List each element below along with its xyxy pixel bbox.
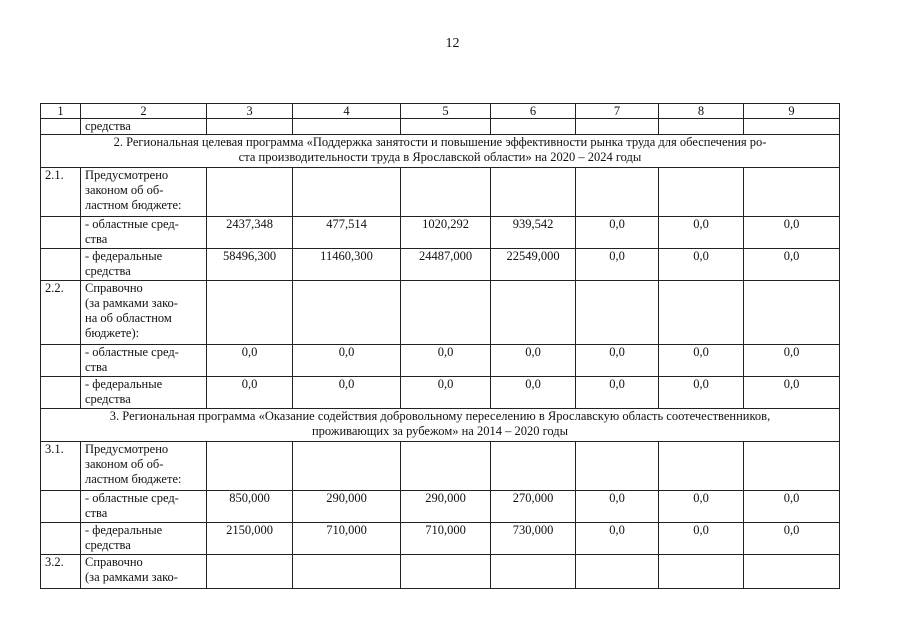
row-number: 2.2. [41, 281, 81, 345]
column-header: 5 [401, 104, 491, 119]
value-cell: 0,0 [576, 345, 659, 377]
label-line: - федеральные [85, 523, 163, 537]
label-line: - областные сред- [85, 217, 179, 231]
column-header-row [41, 104, 840, 119]
label-line: - областные сред- [85, 345, 179, 359]
table-row [41, 119, 840, 135]
column-header: 9 [744, 104, 840, 119]
empty-cell [293, 281, 401, 345]
table-row [41, 345, 840, 377]
table-row [41, 217, 840, 249]
empty-cell [293, 555, 401, 589]
value-cell: 850,000 [207, 491, 293, 523]
value-cell: 0,0 [744, 249, 840, 281]
value-cell: 0,0 [491, 377, 576, 409]
table-row [41, 281, 840, 345]
value-cell: 290,000 [293, 491, 401, 523]
value-cell: 0,0 [744, 345, 840, 377]
empty-cell [659, 442, 744, 491]
label-line: ластном бюджете: [85, 472, 182, 486]
column-header: 7 [576, 104, 659, 119]
row-label [81, 217, 207, 249]
column-header: 6 [491, 104, 576, 119]
row-number: 3.1. [41, 442, 81, 491]
value-cell: 0,0 [293, 345, 401, 377]
value-cell: 2150,000 [207, 523, 293, 555]
column-header: 2 [81, 104, 207, 119]
empty-cell [207, 442, 293, 491]
value-cell: 290,000 [401, 491, 491, 523]
row-label [81, 491, 207, 523]
value-cell: 270,000 [491, 491, 576, 523]
row-label [81, 345, 207, 377]
value-cell: 0,0 [401, 377, 491, 409]
empty-cell [207, 119, 293, 135]
value-cell: 477,514 [293, 217, 401, 249]
section-title-line: проживающих за рубежом» на 2014 – 2020 годы [311, 424, 569, 438]
empty-cell [744, 281, 840, 345]
label-line: ства [85, 360, 108, 374]
section-title [41, 135, 840, 168]
label-line: средства [85, 538, 131, 552]
empty-cell [293, 442, 401, 491]
label-line: законом об об- [85, 457, 164, 471]
row-label [81, 523, 207, 555]
row-label [81, 281, 207, 345]
value-cell: 0,0 [659, 217, 744, 249]
value-cell: 710,000 [401, 523, 491, 555]
value-cell: 0,0 [744, 523, 840, 555]
column-header: 1 [41, 104, 81, 119]
table-row [41, 168, 840, 217]
budget-table [40, 103, 840, 589]
label-line: Справочно [85, 281, 143, 295]
value-cell: 0,0 [659, 523, 744, 555]
label-line: Предусмотрено [85, 168, 169, 182]
value-cell: 0,0 [659, 491, 744, 523]
column-header: 3 [207, 104, 293, 119]
table-row [41, 442, 840, 491]
table-row [41, 491, 840, 523]
empty-cell [659, 555, 744, 589]
value-cell: 0,0 [576, 217, 659, 249]
value-cell: 22549,000 [491, 249, 576, 281]
value-cell: 0,0 [401, 345, 491, 377]
value-cell: 939,542 [491, 217, 576, 249]
value-cell: 0,0 [576, 249, 659, 281]
section-title-line: ста производительности труда в Ярославской области» на 2020 – 2024 годы [238, 150, 642, 164]
label-line: (за рамками зако- [85, 296, 178, 310]
empty-cell [491, 555, 576, 589]
empty-cell [401, 168, 491, 217]
empty-cell [744, 555, 840, 589]
empty-cell [401, 281, 491, 345]
empty-cell [401, 555, 491, 589]
empty-cell [576, 168, 659, 217]
label-line: ства [85, 232, 108, 246]
value-cell: 0,0 [491, 345, 576, 377]
label-line: средства [85, 264, 131, 278]
section-title [41, 409, 840, 442]
empty-cell [293, 168, 401, 217]
value-cell: 11460,300 [293, 249, 401, 281]
label-line: ластном бюджете: [85, 198, 182, 212]
empty-cell [744, 119, 840, 135]
empty-cell [41, 119, 81, 135]
value-cell: 0,0 [659, 377, 744, 409]
label-line: бюджете): [85, 326, 140, 340]
empty-cell [744, 442, 840, 491]
section-title-row [41, 135, 840, 168]
empty-cell [491, 442, 576, 491]
table-row [41, 523, 840, 555]
empty-cell [576, 119, 659, 135]
row-label [81, 249, 207, 281]
value-cell: 0,0 [576, 491, 659, 523]
label-line: - областные сред- [85, 491, 179, 505]
value-cell: 0,0 [207, 377, 293, 409]
page-number: 12 [445, 36, 460, 51]
empty-cell [207, 281, 293, 345]
value-cell: 1020,292 [401, 217, 491, 249]
empty-cell [401, 119, 491, 135]
empty-cell [293, 119, 401, 135]
value-cell: 0,0 [744, 217, 840, 249]
empty-cell [207, 555, 293, 589]
value-cell: 0,0 [576, 377, 659, 409]
empty-cell [401, 442, 491, 491]
empty-cell [491, 168, 576, 217]
label-line: (за рамками зако- [85, 570, 178, 584]
empty-cell [659, 168, 744, 217]
row-number: 3.2. [41, 555, 81, 589]
table-row [41, 555, 840, 589]
value-cell: 0,0 [744, 491, 840, 523]
label-line: ства [85, 506, 108, 520]
value-cell: 0,0 [207, 345, 293, 377]
label-line: - федеральные [85, 249, 163, 263]
label-line: - федеральные [85, 377, 163, 391]
empty-cell [41, 377, 81, 409]
row-label: средства [81, 119, 207, 135]
empty-cell [744, 168, 840, 217]
label-line: Предусмотрено [85, 442, 169, 456]
section-title-row [41, 409, 840, 442]
empty-cell [41, 217, 81, 249]
section-title-line: 3. Региональная программа «Оказание содействия добровольному переселению в Ярославскую область соотечественников, [109, 409, 771, 423]
empty-cell [491, 281, 576, 345]
section-title-line: 2. Региональная целевая программа «Поддержка занятости и повышение эффективности рынка труда для обеспечения ро- [113, 135, 767, 149]
label-line: Справочно [85, 555, 143, 569]
column-header: 8 [659, 104, 744, 119]
value-cell: 0,0 [576, 523, 659, 555]
value-cell: 2437,348 [207, 217, 293, 249]
empty-cell [576, 442, 659, 491]
table-row [41, 377, 840, 409]
row-number: 2.1. [41, 168, 81, 217]
row-label [81, 555, 207, 589]
empty-cell [491, 119, 576, 135]
value-cell: 0,0 [659, 345, 744, 377]
label-line: законом об об- [85, 183, 164, 197]
empty-cell [659, 119, 744, 135]
value-cell: 710,000 [293, 523, 401, 555]
row-label [81, 168, 207, 217]
value-cell: 730,000 [491, 523, 576, 555]
column-header: 4 [293, 104, 401, 119]
table-row [41, 249, 840, 281]
empty-cell [41, 249, 81, 281]
empty-cell [41, 491, 81, 523]
value-cell: 0,0 [744, 377, 840, 409]
row-label [81, 442, 207, 491]
label-line: на об областном [85, 311, 172, 325]
empty-cell [576, 281, 659, 345]
empty-cell [659, 281, 744, 345]
empty-cell [576, 555, 659, 589]
value-cell: 58496,300 [207, 249, 293, 281]
empty-cell [207, 168, 293, 217]
label-line: средства [85, 392, 131, 406]
value-cell: 0,0 [293, 377, 401, 409]
value-cell: 24487,000 [401, 249, 491, 281]
value-cell: 0,0 [659, 249, 744, 281]
empty-cell [41, 523, 81, 555]
row-label [81, 377, 207, 409]
empty-cell [41, 345, 81, 377]
